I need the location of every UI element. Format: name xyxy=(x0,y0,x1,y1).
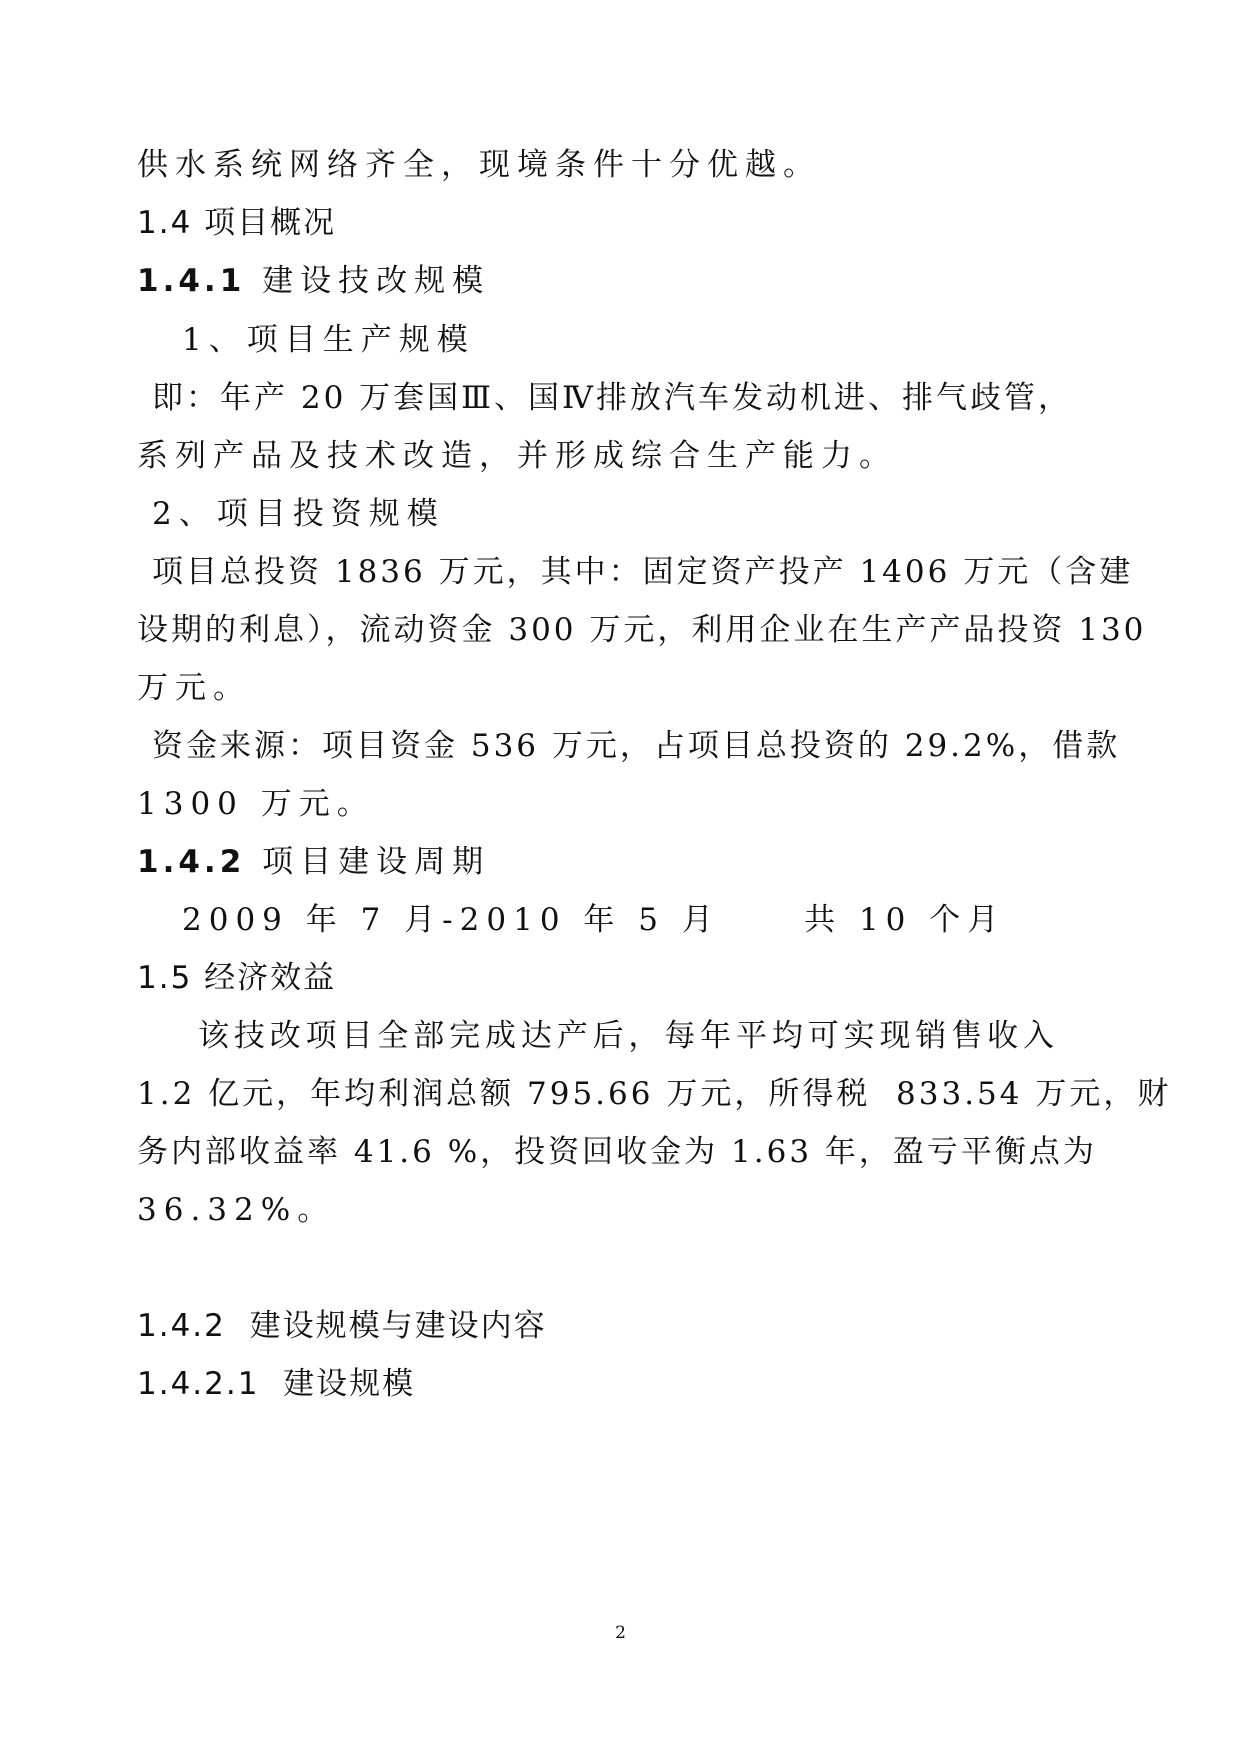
paragraph-line: 1300 万元。 xyxy=(137,786,375,822)
heading-number: 1.4.1 xyxy=(137,263,246,299)
section-heading-1-5: 1.5 经济效益 xyxy=(137,960,337,996)
paragraph-line: 项目总投资 1836 万元，其中：固定资产投产 1406 万元（含建 xyxy=(152,554,1134,590)
paragraph-line: 即：年产 20 万套国Ⅲ、国Ⅳ排放汽车发动机进、排气歧管， xyxy=(152,380,1073,416)
section-heading-1-4-2-1: 1.4.2.1 建设规模 xyxy=(137,1366,416,1402)
page-number: 2 xyxy=(615,1623,626,1643)
paragraph-line: 供水系统网络齐全，现境条件十分优越。 xyxy=(137,147,821,183)
paragraph-line: 该技改项目全部完成达产后，每年平均可实现销售收入 xyxy=(198,1018,1057,1054)
paragraph-line: 36.32%。 xyxy=(137,1192,336,1228)
paragraph-line: 1.2 亿元，年均利润总额 795.66 万元，所得税 833.54 万元，财 xyxy=(137,1076,1172,1112)
heading-text: 项目建设周期 xyxy=(262,844,491,880)
heading-number: 1.4.2 xyxy=(137,844,246,880)
heading-text: 建设技改规模 xyxy=(262,263,491,299)
paragraph-line: 万元。 xyxy=(137,670,251,706)
paragraph-line: 务内部收益率 41.6 %，投资回收金为 1.63 年，盈亏平衡点为 xyxy=(137,1134,1097,1170)
subsection-heading-1-4-1 xyxy=(137,263,491,299)
subsection-heading-1-4-2 xyxy=(137,844,491,880)
paragraph-line: 系列产品及技术改造，并形成综合生产能力。 xyxy=(137,438,897,474)
list-item-investment-scale: 2、项目投资规模 xyxy=(152,496,445,532)
paragraph-line: 设期的利息），流动资金 300 万元，利用企业在生产产品投资 130 xyxy=(137,612,1147,648)
section-heading-1-4-2-scale-content: 1.4.2 建设规模与建设内容 xyxy=(137,1308,547,1344)
list-item-production-scale: 1、项目生产规模 xyxy=(182,322,475,358)
paragraph-line: 资金来源：项目资金 536 万元，占项目总投资的 29.2%，借款 xyxy=(152,728,1121,764)
construction-period-line: 2009 年 7 月-2010 年 5 月 共 10 个月 xyxy=(182,902,1006,938)
section-heading-1-4: 1.4 项目概况 xyxy=(137,205,337,241)
